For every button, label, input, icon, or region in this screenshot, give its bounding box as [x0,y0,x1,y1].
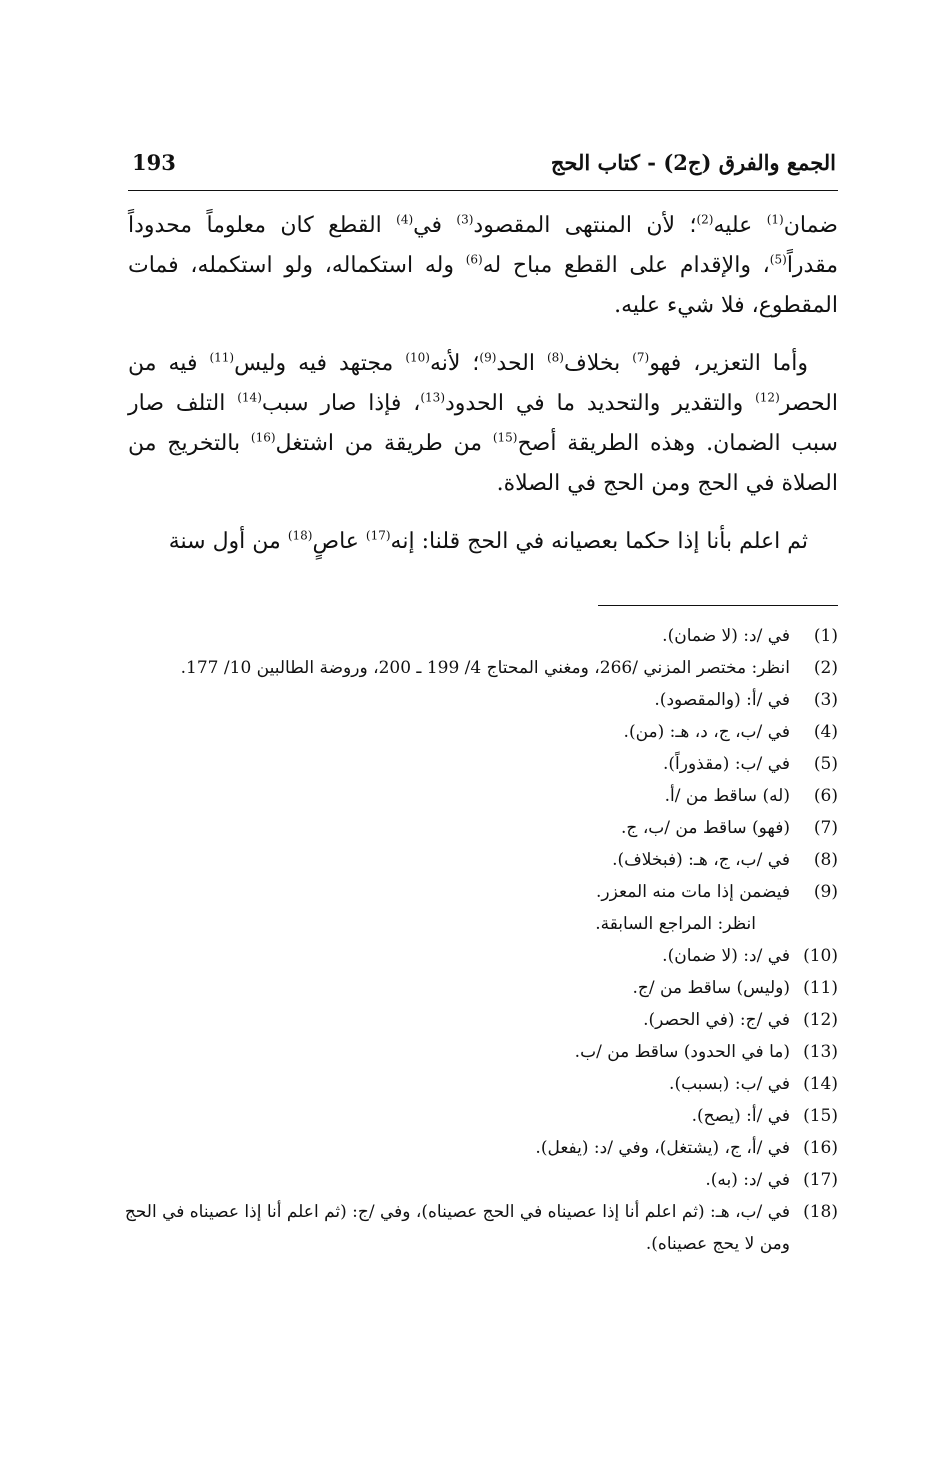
text-run: ؛ لأن المنتهى المقصود [473,213,697,238]
footnote-ref: (12) [755,390,780,405]
text-run: ، فإذا صار سبب [261,391,421,416]
footnote-number: (15) [803,1106,838,1126]
footnote-ref: (4) [396,212,414,227]
footnote-item [118,876,838,940]
footnote-ref: (3) [456,212,474,227]
footnote-item [118,1132,838,1164]
footnote-text: في /أ: (يصح). [691,1106,790,1126]
footnote-text: في /ب، هـ: (ثم اعلم أنا إذا عصيناه في الحج عصيناه)، وفي /ج: (ثم اعلم أنا إذا عصيناه في الحج ومن لا يحج عصيناه). [124,1202,790,1254]
text-run: عاصٍ [312,529,366,554]
text-run: من طريقة من اشتغل [275,431,493,456]
paragraph [128,522,838,562]
footnote-text: (له) ساقط من /أ. [664,786,790,806]
text-run: ضمان [783,213,838,238]
footnote-ref: (17) [365,528,391,543]
footnote-item [118,780,838,812]
footnote-item [118,1036,838,1068]
footnote-ref: (9) [479,350,497,365]
footnote-item [118,972,838,1004]
footnote-number: (2) [813,658,838,678]
footnote-number: (18) [803,1202,838,1222]
footnote-ref: (11) [209,350,235,365]
footnote-number: (11) [803,978,838,998]
text-run: والتقدير والتحديد ما في الحدود [445,391,756,416]
footnote-number: (14) [803,1074,838,1094]
footnote-number: (6) [813,786,838,806]
footnote-number: (7) [813,818,838,838]
text-run: عليه [713,213,767,238]
footnote-extra: انظر: المراجع السابقة. [595,914,756,934]
footnote-ref: (8) [546,350,564,365]
text-run: القطع كان معلوماً محدوداً مقدراً [128,213,839,278]
text-run: التلف صار سبب الضمان. وهذه الطريقة أصح [128,391,838,456]
footnote-item [118,748,838,780]
footnote-number: (1) [813,626,838,646]
footnote-item [118,812,838,844]
footnote-ref: (7) [632,350,650,365]
footnote-ref: (18) [287,528,313,543]
footnote-number: (8) [813,850,838,870]
footnote-ref: (5) [769,252,787,267]
footnote-text: (فهو) ساقط من /ب، ج. [621,818,790,838]
text-run: مجتهد فيه وليس [234,351,406,376]
footnote-text: في /ب: (بسبب). [669,1074,790,1094]
text-run: ، والإقدام على القطع مباح له [482,253,770,278]
footnote-number: (17) [803,1170,838,1190]
footnote-text: في /ب: (مقذوراً). [662,754,790,774]
footnote-number: (9) [813,882,838,902]
text-run: بخلاف [563,351,633,376]
main-text [128,206,838,580]
footnote-item [118,652,838,684]
text-run: بالتخريج من الصلاة في الحج ومن الحج في الصلاة. [128,431,838,496]
footnote-item [118,940,838,972]
footnotes-list [118,620,838,1260]
footnote-item [118,1068,838,1100]
footnote-item [118,1164,838,1196]
text-run: فيه من الحصر [128,351,838,416]
footnote-number: (3) [813,690,838,710]
text-run: وله استكماله، ولو استكمله، فمات المقطوع، فلا شيء عليه. [128,253,838,318]
footnote-text: في /أ: (والمقصود). [654,690,790,710]
footnote-text: في /ج: (في الحصر). [643,1010,790,1030]
footnote-number: (10) [803,946,838,966]
paragraph [128,206,838,326]
footnote-text: في /د: (به). [705,1170,790,1190]
footnote-item [118,844,838,876]
footnote-number: (16) [803,1138,838,1158]
paragraph [128,344,838,504]
footnote-ref: (1) [766,212,784,227]
text-run: وأما التعزير، فهو [649,351,809,376]
footnote-text: في /ب، ج، د، هـ: (من). [623,722,790,742]
footnote-number: (13) [803,1042,838,1062]
footnote-ref: (13) [420,390,445,405]
footnote-text: في /د: (لا ضمان). [662,626,790,646]
footnote-item [118,1004,838,1036]
footnote-item [118,716,838,748]
running-header [128,150,836,184]
footnote-number: (5) [813,754,838,774]
footnote-item [118,684,838,716]
footnote-text: في /د: (لا ضمان). [662,946,790,966]
footnote-number: (12) [803,1010,838,1030]
page-number: 193 [132,150,176,175]
footnote-separator [598,605,838,606]
footnote-text: (وليس) ساقط من /ج. [632,978,790,998]
footnote-ref: (16) [250,430,276,445]
footnote-ref: (15) [492,430,518,445]
footnote-ref: (2) [696,212,714,227]
footnote-text: في /ب، ج، هـ: (فبخلاف). [612,850,790,870]
footnote-ref: (14) [237,390,262,405]
footnote-text: في /أ، ج، (يشتغل)، وفي /د: (يفعل). [535,1138,790,1158]
running-title: الجمع والفرق (ج2) - كتاب الحج [550,150,836,175]
footnote-ref: (6) [465,252,483,267]
footnote-text: انظر: مختصر المزني /266، ومغني المحتاج 4/ 199 ـ 200، وروضة الطالبين 10/ 177. [180,658,790,678]
text-run: الحد [496,351,547,376]
header-rule [128,190,838,191]
footnote-ref: (10) [405,350,430,365]
text-run: في [413,213,457,238]
footnote-text: (ما في الحدود) ساقط من /ب. [574,1042,790,1062]
footnote-text: فيضمن إذا مات منه المعزر. [596,882,790,902]
text-run: من أول سنة [168,529,288,554]
footnote-number: (4) [813,722,838,742]
footnote-item [118,1100,838,1132]
text-run: ثم اعلم بأنا إذا حكما بعصيانه في الحج قلنا: إنه [390,529,808,554]
footnote-item [118,620,838,652]
footnote-item [118,1196,838,1260]
text-run: ؛ لأنه [429,351,480,376]
